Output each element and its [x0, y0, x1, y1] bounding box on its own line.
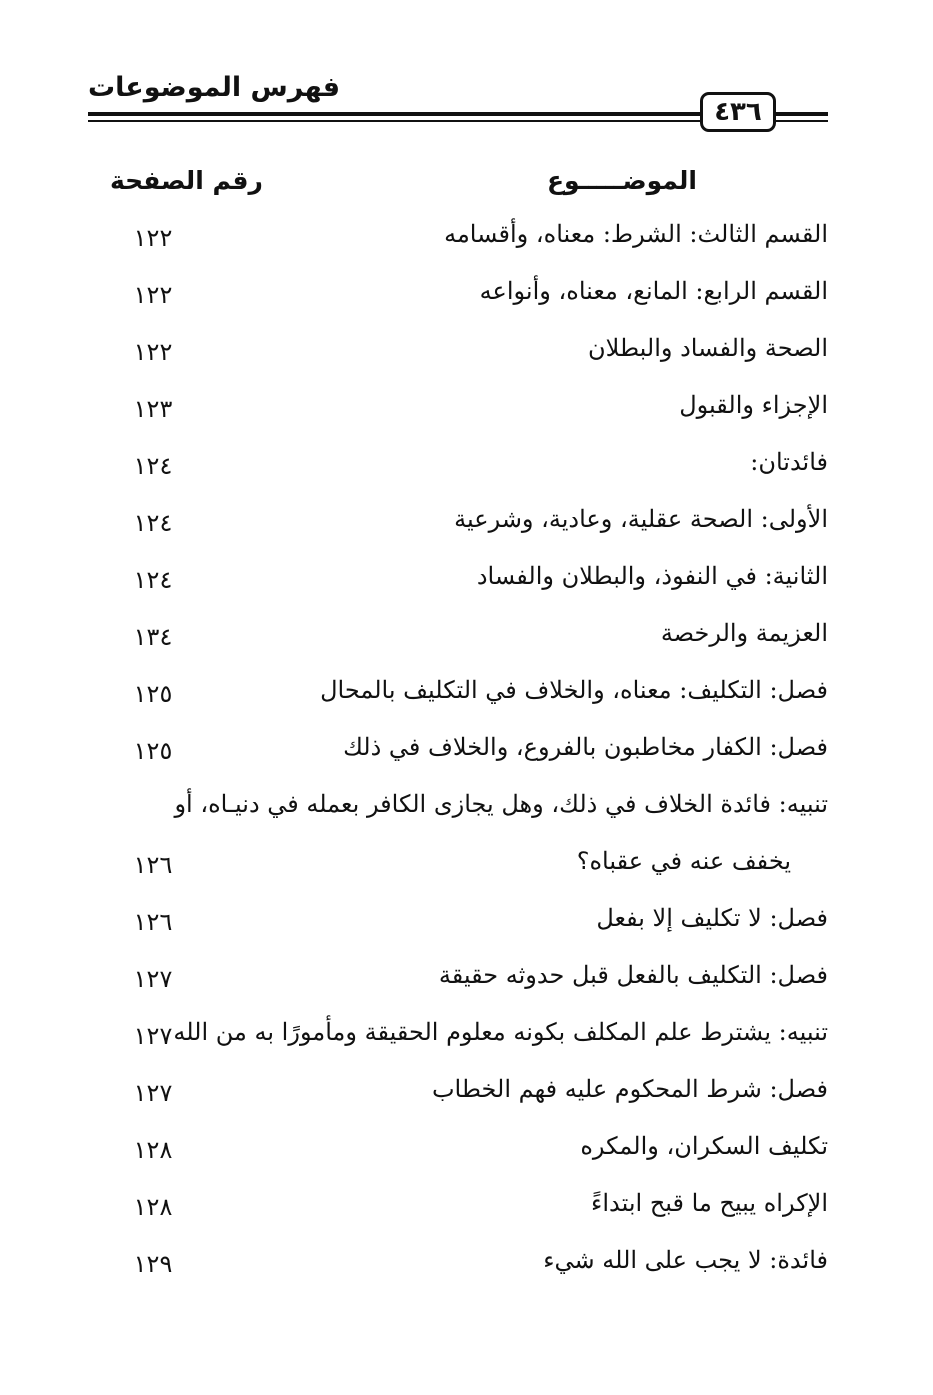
toc-topic: تنبيه: يشترط علم المكلف بكونه معلوم الحقيقة ومأمورًا به من الله [173, 1018, 828, 1046]
toc-topic: القسم الرابع: المانع، معناه، وأنواعه [479, 277, 828, 305]
toc-page: ١٢٥ [133, 737, 173, 765]
toc-row [0, 790, 933, 830]
toc-page: ١٢٨ [133, 1136, 173, 1164]
toc-row [0, 1246, 933, 1286]
toc-row [0, 961, 933, 1001]
toc-row [0, 448, 933, 488]
toc-topic: الأولى: الصحة عقلية، وعادية، وشرعية [454, 505, 828, 533]
toc-row [0, 334, 933, 374]
toc-row [0, 1189, 933, 1229]
toc-row [0, 1075, 933, 1115]
toc-page: ١٢٤ [133, 452, 173, 480]
toc-topic: تنبيه: فائدة الخلاف في ذلك، وهل يجازى الكافر بعمله في دنيـاه، أو [174, 790, 828, 818]
toc-row [0, 277, 933, 317]
toc-page: ١٢٦ [133, 851, 173, 879]
toc-row [0, 733, 933, 773]
toc-page: ١٢٧ [133, 1079, 173, 1107]
toc-row [0, 676, 933, 716]
toc-row [0, 1132, 933, 1172]
toc-page: ١٢٧ [133, 965, 173, 993]
toc-topic: فصل: التكليف بالفعل قبل حدوثه حقيقة [438, 961, 828, 989]
column-header-page: رقم الصفحة [110, 166, 263, 195]
toc-topic: فصل: الكفار مخاطبون بالفروع، والخلاف في ذلك [343, 733, 828, 761]
toc-row [0, 1018, 933, 1058]
toc-page: ١٢٣ [133, 395, 173, 423]
toc-row [0, 847, 933, 887]
column-header-topic: الموضـــــوع [546, 166, 697, 195]
toc-topic: الإكراه يبيح ما قبح ابتداءً [591, 1189, 828, 1217]
toc-row [0, 619, 933, 659]
toc-topic: فائدتان: [750, 448, 828, 476]
toc-topic: فصل: شرط المحكوم عليه فهم الخطاب [431, 1075, 828, 1103]
header-title: فهرس الموضوعات [88, 72, 341, 103]
toc-row [0, 562, 933, 602]
toc-topic: تكليف السكران، والمكره [580, 1132, 828, 1160]
toc-page: ١٣٤ [133, 623, 173, 651]
toc-page: ١٢٢ [133, 224, 173, 252]
toc-row [0, 505, 933, 545]
toc-topic: فصل: لا تكليف إلا بفعل [596, 904, 828, 932]
toc-topic: فائدة: لا يجب على الله شيء [543, 1246, 828, 1274]
toc-topic: الإجزاء والقبول [679, 391, 828, 419]
page-header [88, 70, 828, 126]
toc-page: ١٢٢ [133, 338, 173, 366]
toc-page: ١٢٥ [133, 680, 173, 708]
toc-page: ١٢٤ [133, 566, 173, 594]
toc-page: ١٢٨ [133, 1193, 173, 1221]
toc-page: ١٢٩ [133, 1250, 173, 1278]
toc-page: ١٢٢ [133, 281, 173, 309]
toc-topic: الصحة والفساد والبطلان [588, 334, 828, 362]
toc-page: ١٢٤ [133, 509, 173, 537]
toc-topic-continuation: يخفف عنه في عقباه؟ [576, 847, 791, 875]
toc-page: ١٢٦ [133, 908, 173, 936]
toc-topic: فصل: التكليف: معناه، والخلاف في التكليف بالمحال [320, 676, 828, 704]
toc-row [0, 904, 933, 944]
toc-row [0, 391, 933, 431]
toc-page: ١٢٧ [133, 1022, 173, 1050]
toc-topic: العزيمة والرخصة [660, 619, 828, 647]
toc-row [0, 220, 933, 260]
page-number: ٤٣٦ [700, 92, 776, 132]
toc-topic: الثانية: في النفوذ، والبطلان والفساد [476, 562, 828, 590]
toc-topic: القسم الثالث: الشرط: معناه، وأقسامه [444, 220, 828, 248]
